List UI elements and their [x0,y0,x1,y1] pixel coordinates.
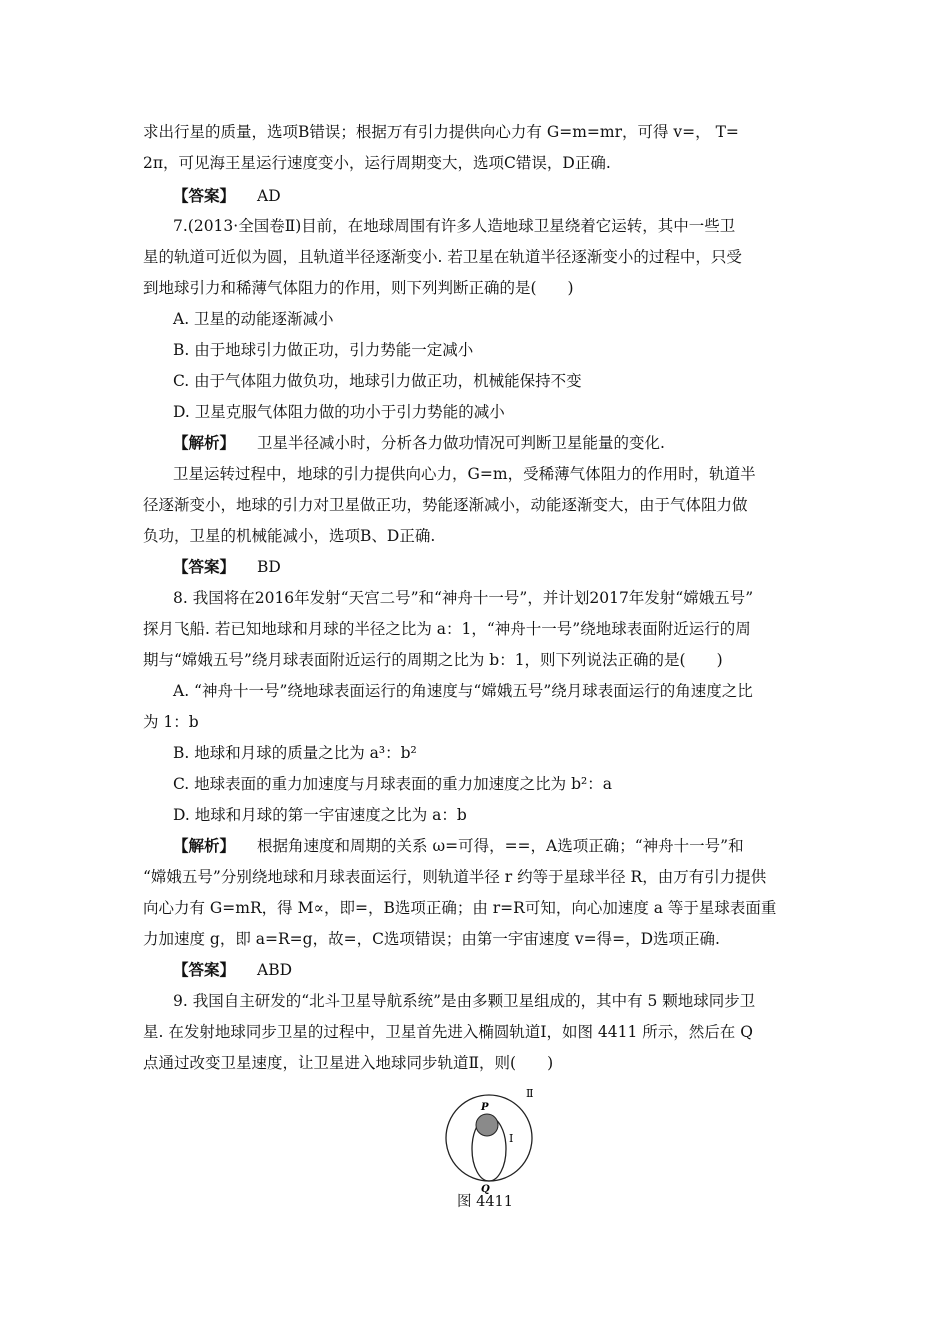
line-text: 7.(2013·全国卷Ⅱ)目前，在地球周围有许多人造地球卫星绕着它运转，其中一些卫 [173,217,736,235]
line-text: 负功，卫星的机械能减小，选项B、D正确. [143,527,436,545]
text-line [173,991,755,1011]
text-line [173,681,753,701]
text-line [173,774,612,794]
text-line [143,153,611,173]
text-line [143,526,435,546]
text-line [173,402,505,422]
text-line [173,464,756,484]
line-text: 为 1：b [143,713,199,731]
geosynchronous-orbit-circle [446,1095,532,1181]
line-text: 求出行星的质量，选项B错误；根据万有引力提供向心力有 G=m=mr，可得 v=， T= [143,123,739,141]
label-line [173,557,281,577]
text-line [173,805,467,825]
label-point-q: Q [481,1184,490,1195]
line-text: 到地球引力和稀薄气体阻力的作用，则下列判断正确的是( ) [143,279,574,297]
label-line [173,960,292,980]
text-line [143,929,720,949]
line-text: ABD [257,961,293,979]
text-line [173,309,334,329]
line-text: 期与“嫦娥五号”绕月球表面附近运行的周期之比为 b：1，则下列说法正确的是( ) [143,651,723,669]
section-label: 【解析】 [173,433,236,452]
text-line [143,650,723,670]
label-inner-orbit: Ⅰ [509,1132,514,1145]
text-line [143,1053,553,1073]
text-line [173,371,582,391]
line-text: 向心力有 G=mR，得 M∝，即=，B选项正确；由 r=R可知，向心加速度 a 等于星球表面重 [143,899,777,917]
line-text: D. 地球和月球的第一宇宙速度之比为 a：b [173,806,467,824]
line-text: A. “神舟十一号”绕地球表面运行的角速度与“嫦娥五号”绕月球表面运行的角速度之比 [173,682,753,700]
section-label: 【答案】 [173,960,236,979]
orbit-figure [438,1085,548,1195]
line-text: 点通过改变卫星速度，让卫星进入地球同步轨道Ⅱ，则( ) [143,1054,554,1072]
line-text: 星. 在发射地球同步卫星的过程中，卫星首先进入椭圆轨道Ⅰ，如图 4411 所示，然后在 Q [143,1023,753,1041]
text-line [143,867,766,887]
text-line [143,247,742,267]
line-text: 根据角速度和周期的关系 ω=可得，==，A选项正确；“神舟十一号”和 [257,837,744,855]
line-text: 8. 我国将在2016年发射“天宫二号”和“神舟十一号”，并计划2017年发射“嫦娥五号” [173,589,754,607]
text-line [143,495,748,515]
earth-disk [476,1114,498,1136]
label-point-p: P [481,1102,489,1113]
line-text: AD [257,187,281,205]
text-line [173,216,735,236]
line-text: 力加速度 g，即 a=R=g，故=，C选项错误；由第一宇宙速度 v=得=，D选项正确. [143,930,720,948]
text-line [143,1022,753,1042]
line-text: C. 由于气体阻力做负功，地球引力做正功，机械能保持不变 [173,372,582,390]
text-line [173,743,417,763]
label-line [173,186,281,206]
text-line [143,122,739,142]
line-text: 卫星半径减小时，分析各力做功情况可判断卫星能量的变化. [257,434,665,452]
line-text: 探月飞船. 若已知地球和月球的半径之比为 a：1，“神舟十一号”绕地球表面附近运行的周 [143,620,751,638]
line-text: 径逐渐变小，地球的引力对卫星做正功，势能逐渐减小，动能逐渐变大，由于气体阻力做 [143,496,748,514]
section-label: 【答案】 [173,557,236,576]
section-label: 【答案】 [173,186,236,205]
line-text: 2π，可见海王星运行速度变小，运行周期变大，选项C错误，D正确. [143,154,611,172]
text-line [173,588,753,608]
line-text: 9. 我国自主研发的“北斗卫星导航系统”是由多颗卫星组成的，其中有 5 颗地球同步卫 [173,992,756,1010]
line-text: BD [257,558,281,576]
label-outer-orbit: Ⅱ [526,1087,534,1100]
line-text: B. 由于地球引力做正功，引力势能一定减小 [173,341,474,359]
text-line [143,278,574,298]
figure-caption: 图 4411 [456,1194,513,1210]
line-text: B. 地球和月球的质量之比为 a³：b² [173,744,417,762]
section-label: 【解析】 [173,836,236,855]
text-line [143,898,776,918]
line-text: A. 卫星的动能逐渐减小 [173,310,334,328]
line-text: “嫦娥五号”分别绕地球和月球表面运行，则轨道半径 r 约等于星球半径 R，由万有引力提供 [143,868,767,886]
label-line [173,433,665,453]
text-line [143,712,199,732]
text-line [173,340,473,360]
line-text: 星的轨道可近似为圆，且轨道半径逐渐变小. 若卫星在轨道半径逐渐变小的过程中，只受 [143,248,742,266]
line-text: D. 卫星克服气体阻力做的功小于引力势能的减小 [173,403,505,421]
text-line [143,619,751,639]
line-text: 卫星运转过程中，地球的引力提供向心力，G=m，受稀薄气体阻力的作用时，轨道半 [173,465,756,483]
line-text: C. 地球表面的重力加速度与月球表面的重力加速度之比为 b²：a [173,775,612,793]
label-line [173,836,744,856]
